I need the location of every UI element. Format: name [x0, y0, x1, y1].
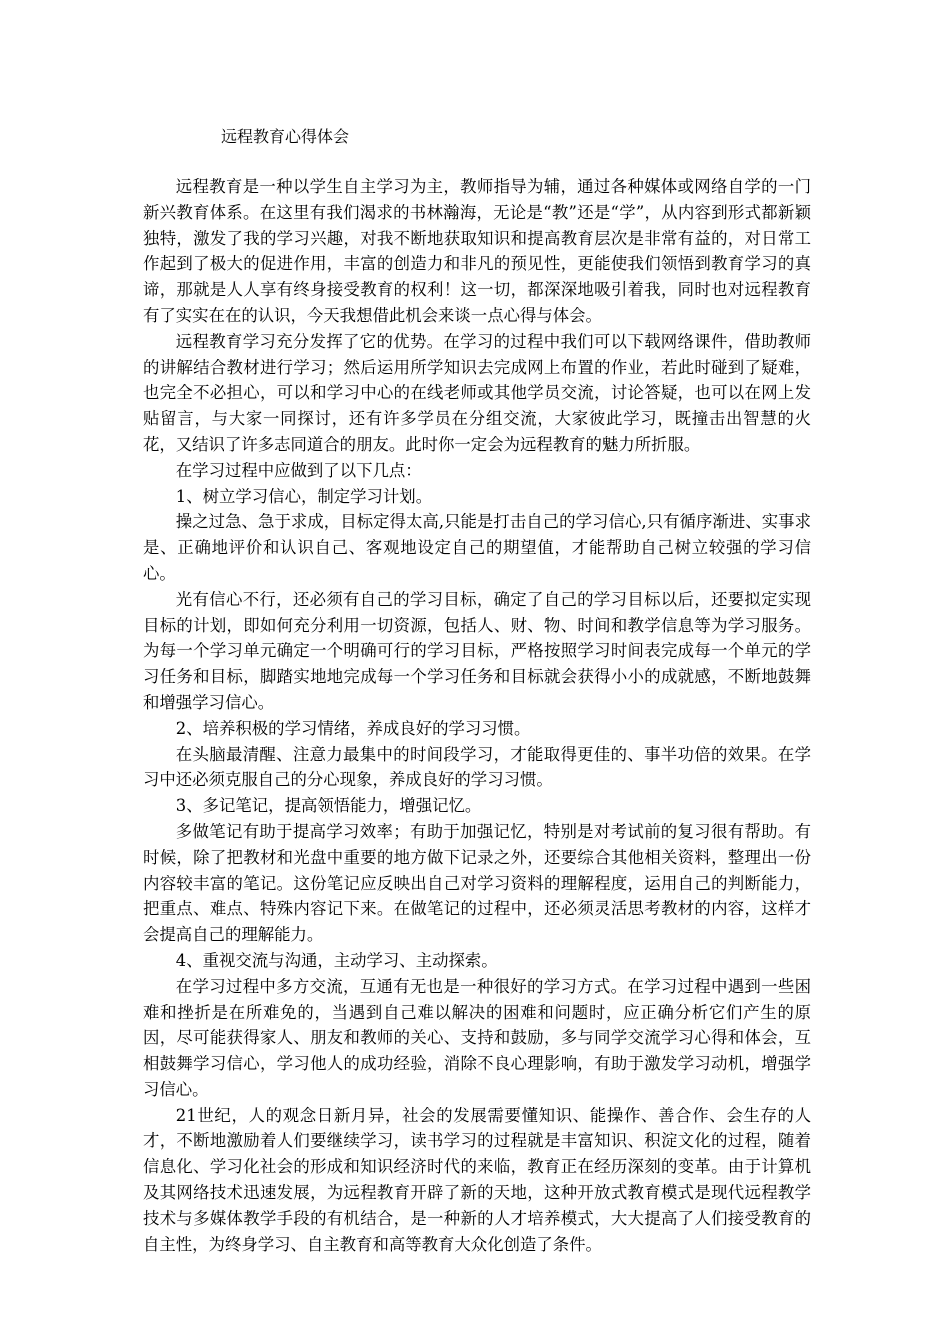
point-heading-2: 2、培养积极的学习情绪，养成良好的学习习惯。: [175, 718, 531, 738]
paragraph-advantages: 远程教育学习充分发挥了它的优势。在学习的过程中我们可以下载网络课件，借助教师的讲解结合教材进行学习；然后运用所学知识去完成网上布置的作业，若此时碰到了疑难，也完全不必担心，可以和学习中心的在线老师或其他学员交流，讨论答疑，也可以在网上发贴留言，与大家一同探讨，还有许多学员在分组交流，大家彼此学习，既撞击出智慧的火花，又结识了许多志同道合的朋友。此时你一定会为远程教育的魅力所折服。: [143, 331, 811, 454]
paragraph-point-4: 在学习过程中多方交流，互通有无也是一种很好的学习方式。在学习过程中遇到一些困难和挫折是在所难免的，当遇到自己难以解决的困难和问题时，应正确分析它们产生的原因，尽可能获得家人、朋友和教师的关心、支持和鼓励，多与同学交流学习心得和体会，互相鼓舞学习信心，学习他人的成功经验，消除不良心理影响，有助于激发学习动机，增强学习信心。: [143, 976, 811, 1099]
paragraph-intro: 远程教育是一种以学生自主学习为主，教师指导为辅，通过各种媒体或网络自学的一门新兴教育体系。在这里有我们渴求的书林瀚海，无论是“教”还是“学”，从内容到形式都新颖独特，激发了我的学习兴趣，对我不断地获取知识和提高教育层次是非常有益的，对日常工作起到了极大的促进作用，丰富的创造力和非凡的预见性，更能使我们领悟到教育学习的真谛，那就是人人享有终身接受教育的权利！这一切，都深深地吸引着我，同时也对远程教育有了实实在在的认识，今天我想借此机会来谈一点心得与体会。: [143, 177, 811, 325]
paragraph-point-3: 多做笔记有助于提高学习效率；有助于加强记忆，特别是对考试前的复习很有帮助。有时候，除了把教材和光盘中重要的地方做下记录之外，还要综合其他相关资料，整理出一份内容较丰富的笔记。这份笔记应反映出自己对学习资料的理解程度，运用自己的判断能力，把重点、难点、特殊内容记下来。在做笔记的过程中，还必须灵活思考教材的内容，这样才会提高自己的理解能力。: [143, 821, 811, 945]
document-body: [143, 174, 811, 1257]
paragraph-point-1a: 操之过急、急于求成，目标定得太高,只能是打击自己的学习信心,只有循序渐进、实事求是、正确地评价和认识自己、客观地设定自己的期望值，才能帮助自己树立较强的学习信心。: [143, 512, 811, 583]
paragraph-point-1b: 光有信心不行，还必须有自己的学习目标，确定了自己的学习目标以后，还要拟定实现目标的计划，即如何充分利用一切资源，包括人、财、物、时间和教学信息等为学习服务。为每一个学习单元确定一个明确可行的学习目标，严格按照学习时间表完成每一个单元的学习任务和目标，脚踏实地地完成每一个学习任务和目标就会获得小小的成就感，不断地鼓舞和增强学习信心。: [143, 589, 811, 712]
document-title: 远程教育心得体会: [221, 127, 350, 146]
paragraph-points-intro: 在学习过程中应做到了以下几点：: [175, 460, 422, 480]
point-heading-3: 3、多记笔记，提高领悟能力，增强记忆。: [175, 796, 482, 816]
paragraph-point-2: 在头脑最清醒、注意力最集中的时间段学习，才能取得更佳的、事半功倍的效果。在学习中还必须克服自己的分心现象，养成良好的学习习惯。: [143, 744, 811, 790]
paragraph-conclusion: 21世纪，人的观念日新月异，社会的发展需要懂知识、能操作、善合作、会生存的人才，不断地激励着人们要继续学习，读书学习的过程就是丰富知识、积淀文化的过程，随着信息化、学习化社会的形成和知识经济时代的来临，教育正在经历深刻的变革。由于计算机及其网络技术迅速发展，为远程教育开辟了新的天地，这种开放式教育模式是现代远程教学技术与多媒体教学手段的有机结合，是一种新的人才培养模式，大大提高了人们接受教育的自主性，为终身学习、自主教育和高等教育大众化创造了条件。: [143, 1105, 811, 1254]
point-heading-4: 4、重视交流与沟通，主动学习、主动探索。: [175, 950, 498, 970]
point-heading-1: 1、树立学习信心，制定学习计划。: [175, 486, 433, 506]
